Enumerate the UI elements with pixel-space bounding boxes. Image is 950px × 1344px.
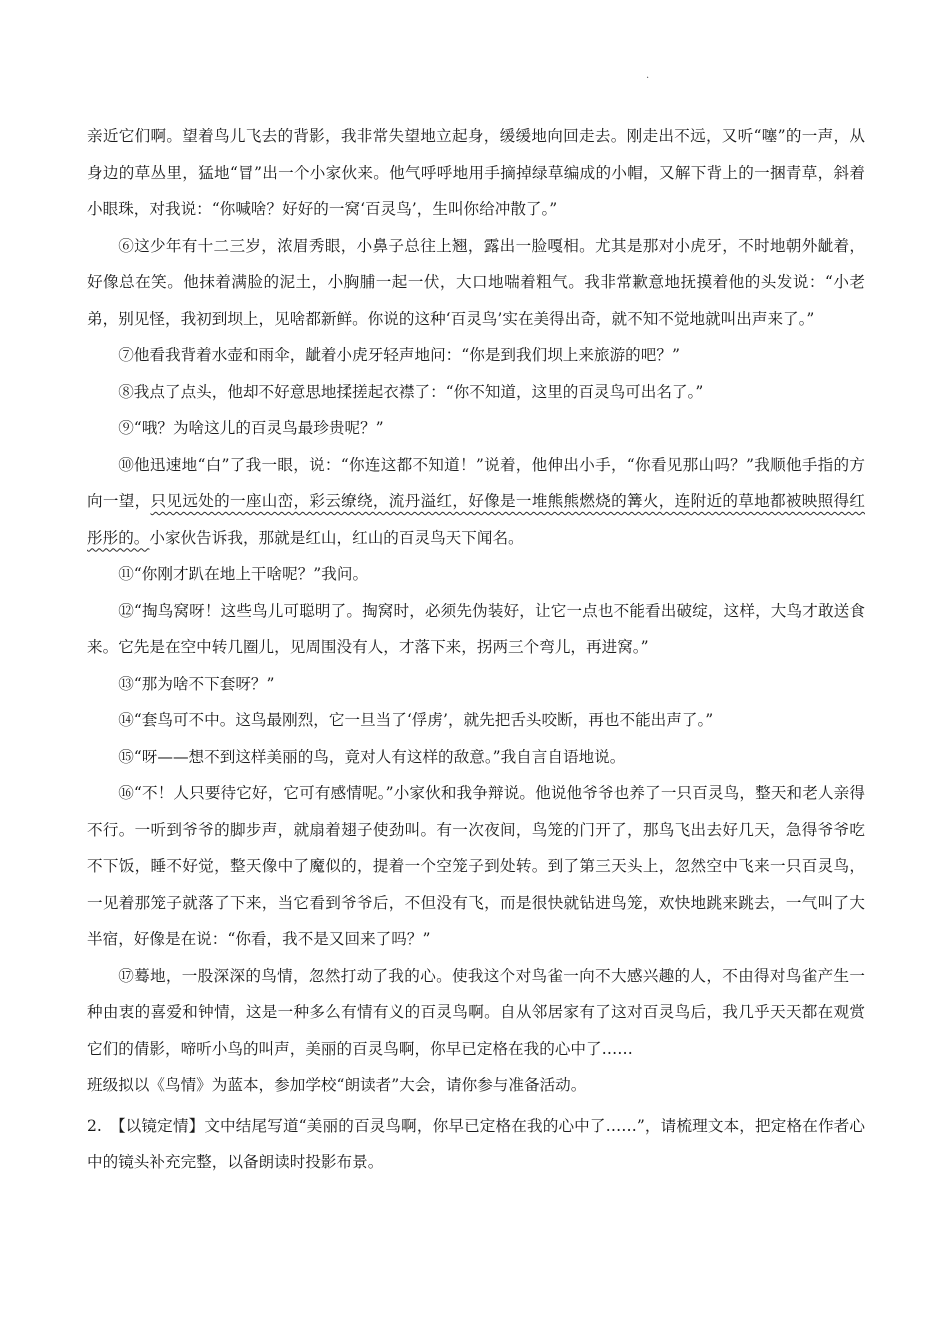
- paragraph-7: ⑦他看我背着水壶和雨伞，龇着小虎牙轻声地问：“你是到我们坝上来旅游的吧？”: [118, 346, 680, 364]
- wavy-underlined-sentence: 只见远处的一座山峦，彩云缭绕，流丹溢红，好像是一堆熊熊燃烧的篝火，连附近的草地都被映照得红彤彤的。: [87, 492, 865, 547]
- activity-intro: 班级拟以《鸟情》为蓝本，参加学校“朗读者”大会，请你参与准备活动。: [87, 1076, 587, 1094]
- paragraph-10-end: 小家伙告诉我，那就是红山，红山的百灵鸟天下闻名。: [149, 528, 524, 547]
- paragraph-continued: 亲近它们啊。望着鸟儿飞去的背影，我非常失望地立起身，缓缓地向回走去。刚走出不远，又听“噻”的一声，从身边的草丛里，猛地“冒”出一个小家伙来。他气呼呼地用手摘掉绿草编成的小帽，又解下背上的一捆青草，斜着小眼珠，对我说：“你喊啥？好好的一窝‘百灵鸟’，生叫你给冲散了。”: [87, 127, 865, 218]
- paragraph-17: ⑰蓦地，一股深深的鸟情，忽然打动了我的心。使我这个对鸟雀一向不大感兴趣的人，不由得对鸟雀产生一种由衷的喜爱和钟情，这是一种多么有情有义的百灵鸟啊。自从邻居家有了这对百灵鸟后，我几乎天天都在观赏它们的倩影，啼听小鸟的叫声，美丽的百灵鸟啊，你早已定格在我的心中了……: [87, 966, 865, 1058]
- paragraph-10-start: ⑩他迅速地“白”了我一眼，说：“你连这都不知道！”说着，他伸出小手，“你看见那山吗？”我顺他手指的方向一望，: [87, 455, 865, 510]
- header-dot: .: [646, 70, 650, 81]
- paragraph-9: ⑨“哦？为啥这儿的百灵鸟最珍贵呢？”: [118, 419, 384, 437]
- paragraph-13: ⑬“那为啥不下套呀？”: [118, 674, 275, 693]
- paragraph-10: [87, 447, 865, 557]
- question-2: 2. 【以镜定情】文中结尾写道“美丽的百灵鸟啊，你早已定格在我的心中了……”，请梳理文本，把定格在作者心中的镜头补充完整，以备朗读时投影布景。: [87, 1116, 865, 1171]
- paragraph-12: ⑫“掏鸟窝呀！这些鸟儿可聪明了。掏窝时，必须先伪装好，让它一点也不能看出破绽，这样，大鸟才敢送食来。它先是在空中转几圈儿，见周围没有人，才落下来，拐两三个弯儿，再进窝。”: [87, 601, 865, 656]
- paragraph-16: ⑯“不！人只要待它好，它可有感情呢。”小家伙和我争辩说。他说他爷爷也养了一只百灵鸟，整天和老人亲得不行。一听到爷爷的脚步声，就扇着翅子使劲叫。有一次夜间，鸟笼的门开了，那鸟飞出去好几天，急得爷爷吃不下饭，睡不好觉，整天像中了魔似的，提着一个空笼子到处转。到了第三天头上，忽然空中飞来一只百灵鸟，一见着那笼子就落了下来，当它看到爷爷后，不但没有飞，而是很快就钻进鸟笼，欢快地跳来跳去，一气叫了大半宿，好像是在说：“你看，我不是又回来了吗？”: [87, 784, 865, 948]
- reading-passage: [87, 118, 865, 1181]
- paragraph-15: ⑮“呀——想不到这样美丽的鸟，竟对人有这样的敌意。”我自言自语地说。: [118, 747, 626, 766]
- paragraph-6: ⑥这少年有十二三岁，浓眉秀眼，小鼻子总往上翘，露出一脸嘎相。尤其是那对小虎牙，不时地朝外龇着，好像总在笑。他抹着满脸的泥土，小胸脯一起一伏，大口地喘着粗气。我非常歉意地抚摸着他的头发说：“小老弟，别见怪，我初到坝上，见啥都新鲜。你说的这种‘百灵鸟’实在美得出奇，就不知不觉地就叫出声来了。”: [87, 236, 865, 328]
- paragraph-11: ⑪“你刚才趴在地上干啥呢？”我问。: [118, 565, 369, 583]
- paragraph-8: ⑧我点了点头，他却不好意思地揉搓起衣襟了：“你不知道，这里的百灵鸟可出名了。”: [118, 382, 704, 401]
- paragraph-14: ⑭“套鸟可不中。这鸟最刚烈，它一旦当了‘俘虏’，就先把舌头咬断，再也不能出声了。”: [118, 711, 714, 729]
